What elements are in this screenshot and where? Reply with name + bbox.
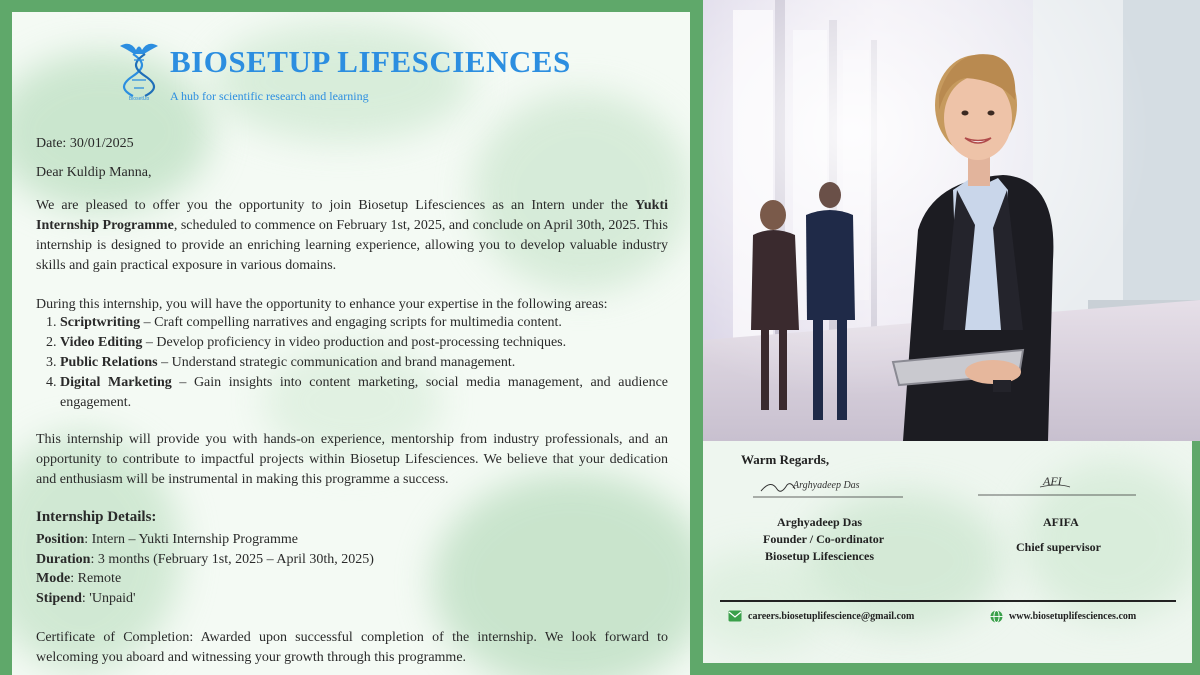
area-title: Digital Marketing (60, 375, 172, 390)
signature-autograph: AFI (1043, 474, 1062, 488)
closing-paragraph: Certificate of Completion: Awarded upon successful completion of the internship. We look forward to welcoming you aboard and witnessing your growth through this programme. (36, 630, 668, 665)
list-item (36, 313, 668, 333)
area-desc: – Develop proficiency in video production and post-processing techniques. (142, 335, 567, 350)
detail-stipend (36, 591, 668, 607)
signer1-name: Arghyadeep Das (777, 515, 863, 529)
signature-afifa (978, 469, 1138, 497)
salutation: Dear Kuldip Manna, (36, 165, 152, 180)
globe-icon (990, 610, 1003, 623)
signature-arghyadeep (753, 475, 913, 499)
details-title: Internship Details: (36, 509, 157, 525)
programme-name: Yukti Internship Programme (36, 198, 668, 233)
email-link[interactable]: careers.biosetuplifescience@gmail.com (748, 611, 915, 622)
letter-date: Date: 30/01/2025 (36, 136, 134, 151)
brand-name: BIOSETUP LIFESCIENCES (170, 44, 571, 79)
detail-position (36, 532, 668, 548)
area-desc: – Gain insights into content marketing, social media management, and audience engagement. (60, 375, 668, 410)
offer-letter (12, 12, 690, 675)
detail-duration (36, 552, 668, 568)
areas-list (36, 313, 668, 413)
area-desc: – Understand strategic communication and brand management. (157, 355, 516, 370)
dna-logo-icon (116, 40, 162, 100)
footer-divider (720, 600, 1176, 602)
area-title: Scriptwriting (60, 315, 141, 330)
signer1-org: Biosetup Lifesciences (765, 549, 874, 563)
detail-label: Position (36, 532, 85, 547)
detail-value: : Intern – Yukti Internship Programme (84, 532, 298, 547)
list-item (36, 373, 668, 413)
detail-value: : 3 months (February 1st, 2025 – April 30th, 2025) (90, 552, 374, 567)
intro-text: We are pleased to offer you the opportunity to join Biosetup Lifesciences as an Intern under the (36, 198, 636, 213)
signature-panel (703, 441, 1192, 663)
intro-text: , scheduled to commence on February 1st, 2025, and conclude on April 30th, 2025. This internship is designed to provide an enriching learning experience, allowing you to develop valuable industry skills and gain practical exposure in various domains. (36, 218, 668, 273)
detail-value: : 'Unpaid' (81, 591, 136, 606)
letterhead (116, 40, 616, 110)
website-link[interactable]: www.biosetuplifesciences.com (1009, 611, 1137, 622)
area-title: Public Relations (60, 355, 158, 370)
signature-autograph: Arghyadeep Das (793, 480, 860, 491)
business-woman-photo (703, 0, 1200, 441)
list-number: 2. (46, 335, 57, 350)
signer2-name: AFIFA (1043, 515, 1079, 529)
detail-value: : Remote (70, 571, 122, 586)
intro-paragraph (36, 196, 668, 276)
area-title: Video Editing (60, 335, 143, 350)
list-item (36, 353, 668, 373)
benefits-paragraph: This internship will provide you with hands-on experience, mentorship from industry professionals, and an opportunity to contribute to impactful projects within Biosetup Lifesciences. We believe that your dedication and enthusiasm will be instrumental in making this programme a success. (36, 432, 668, 487)
logo-caption: BiosetUp (128, 96, 150, 100)
detail-label: Duration (36, 552, 91, 567)
signer2-role: Chief supervisor (1016, 540, 1101, 554)
warm-regards: Warm Regards, (741, 452, 830, 467)
areas-intro: During this internship, you will have the opportunity to enhance your expertise in the following areas: (36, 297, 608, 312)
photo-illustration (703, 0, 1200, 441)
list-number: 4. (46, 375, 57, 390)
brand-tagline: A hub for scientific research and learning (170, 89, 369, 103)
area-desc: – Craft compelling narratives and engaging scripts for multimedia content. (140, 315, 562, 330)
list-item (36, 333, 668, 353)
email-icon (728, 610, 742, 622)
detail-mode (36, 571, 668, 587)
list-number: 1. (46, 315, 57, 330)
detail-label: Stipend (36, 591, 82, 606)
detail-label: Mode (36, 571, 71, 586)
list-number: 3. (46, 355, 57, 370)
signer1-role: Founder / Co-ordinator (763, 532, 885, 546)
